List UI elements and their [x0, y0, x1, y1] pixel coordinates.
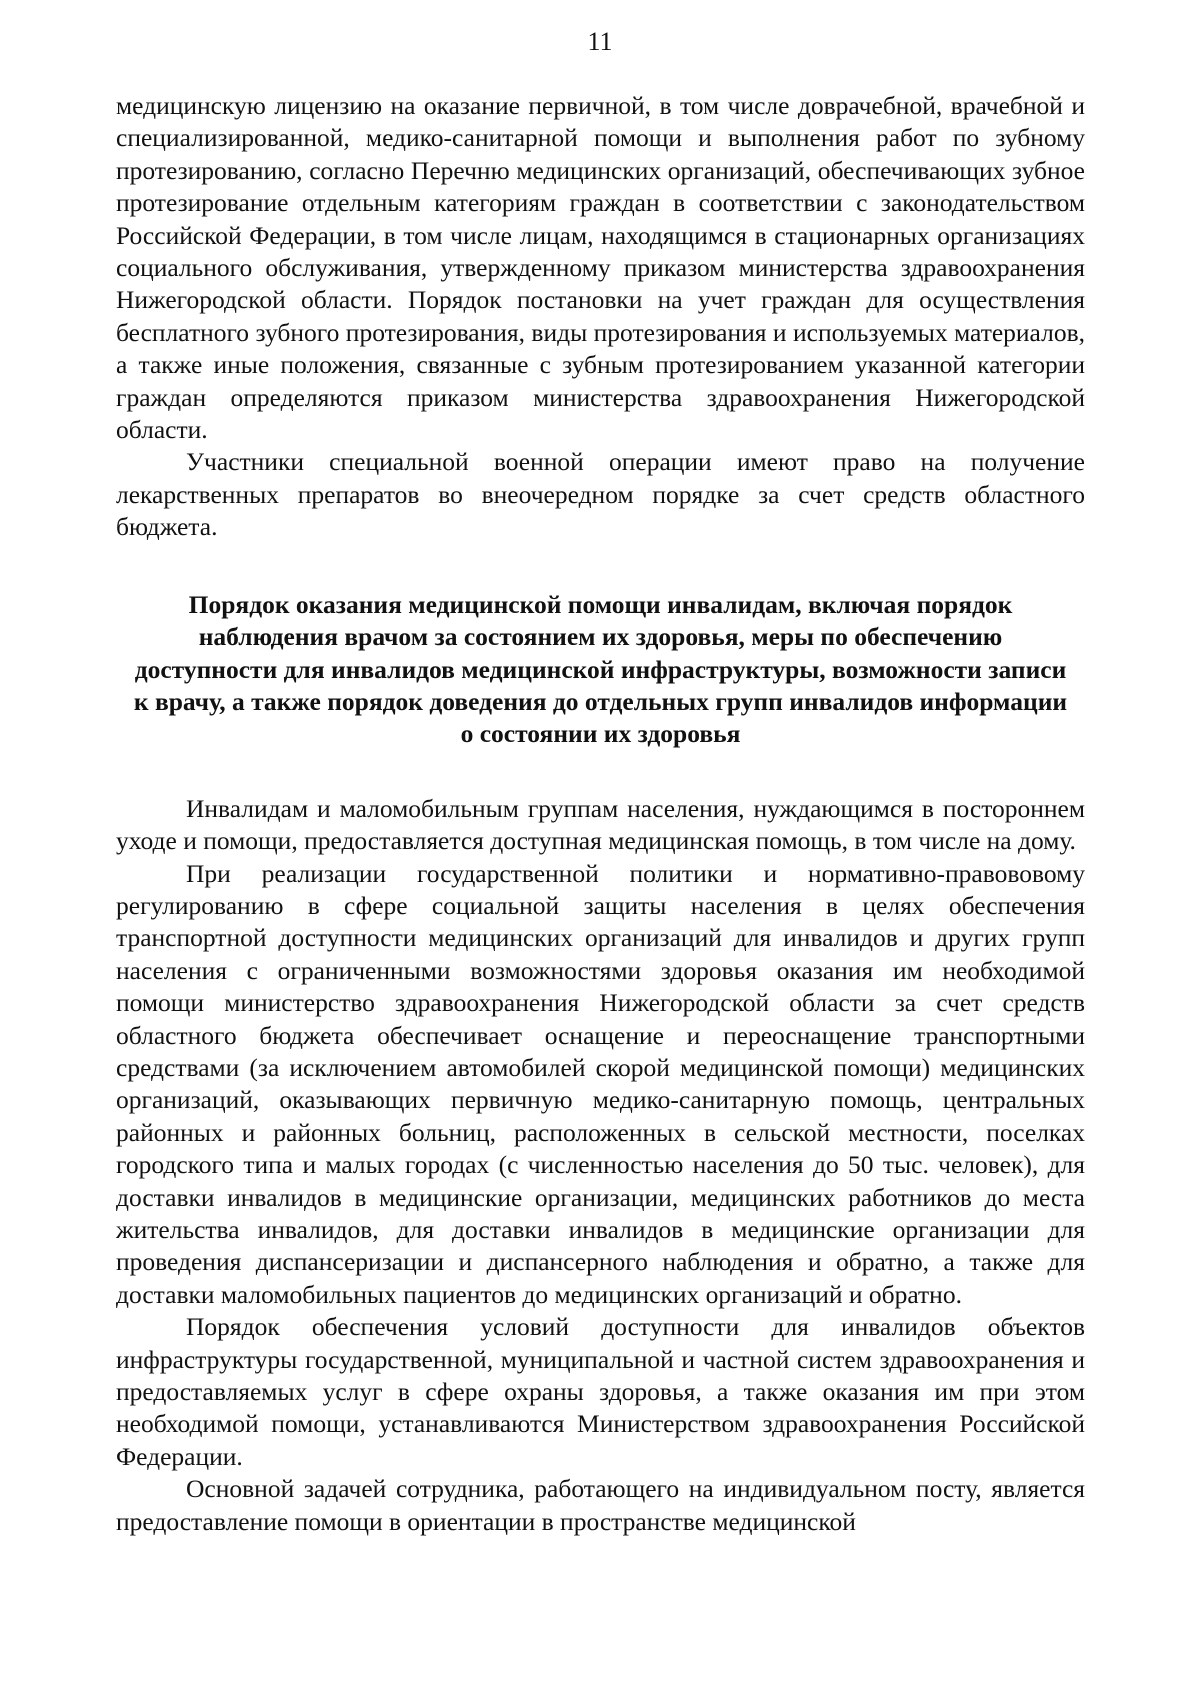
- paragraph-transport-accessibility: При реализации государственной политики и нормативно-правововому регулированию в сфере социальной защиты населения в целях обеспечения транспортной доступности медицинских организаций для инвалидов и других групп населения с ограниченными возможностями здоровья оказания им необходимой помощи министерство здравоохранения Нижегородской области за счет средств областного бюджета обеспечивает оснащение и переоснащение транспортными средствами (за исключением автомобилей скорой медицинской помощи) медицинских организаций, оказывающих первичную медико-санитарную помощь, центральных районных и районных больниц, расположенных в сельской местности, поселках городского типа и малых городах (с численностью населения до 50 тыс. человек), для доставки инвалидов в медицинские организации, медицинских работников до места жительства инвалидов, для доставки инвалидов в медицинские организации для проведения диспансеризации и диспансерного наблюдения и обратно, а также для доставки маломобильных пациентов до медицинских организаций и обратно.: [116, 858, 1085, 1309]
- section-heading: Порядок оказания медицинской помощи инвалидам, включая порядок наблюдения врачом за состоянием их здоровья, меры по обеспечению доступности для инвалидов медицинской инфраструктуры, возможности записи к врачу, а также порядок доведения до отдельных групп инвалидов информации о состоянии их здоровья: [133, 589, 1068, 749]
- paragraph-continued: медицинскую лицензию на оказание первичной, в том числе доврачебной, врачебной и специализированной, медико-санитарной помощи и выполнения работ по зубному протезированию, согласно Перечню медицинских организаций, обеспечивающих зубное протезирование отдельным категориям граждан в соответствии с законодательством Российской Федерации, в том числе лицам, находящимся в стационарных организациях социального обслуживания, утвержденному приказом министерства здравоохранения Нижегородской области. Порядок постановки на учет граждан для осуществления бесплатного зубного протезирования, виды протезирования и используемых материалов, а также иные положения, связанные с зубным протезированием указанной категории граждан определяются приказом министерства здравоохранения Нижегородской области.: [116, 91, 1085, 445]
- paragraph-individual-post: Основной задачей сотрудника, работающего на индивидуальном посту, является предоставление помощи в ориентации в пространстве медицинской: [116, 1474, 1085, 1536]
- paragraph-infrastructure-accessibility: Порядок обеспечения условий доступности для инвалидов объектов инфраструктуры государственной, муниципальной и частной систем здравоохранения и предоставляемых услуг в сфере охраны здоровья, а также оказания им при этом необходимой помощи, устанавливаются Министерством здравоохранения Российской Федерации.: [116, 1312, 1085, 1471]
- document-body: [116, 90, 1085, 1538]
- page-number: 11: [587, 27, 613, 56]
- paragraph-svo-medicines: Участники специальной военной операции имеют право на получение лекарственных препаратов во внеочередном порядке за счет средств областного бюджета.: [116, 447, 1085, 542]
- paragraph-disabled-care: Инвалидам и маломобильным группам населения, нуждающимся в постороннем уходе и помощи, предоставляется доступная медицинская помощь, в том числе на дому.: [116, 793, 1085, 856]
